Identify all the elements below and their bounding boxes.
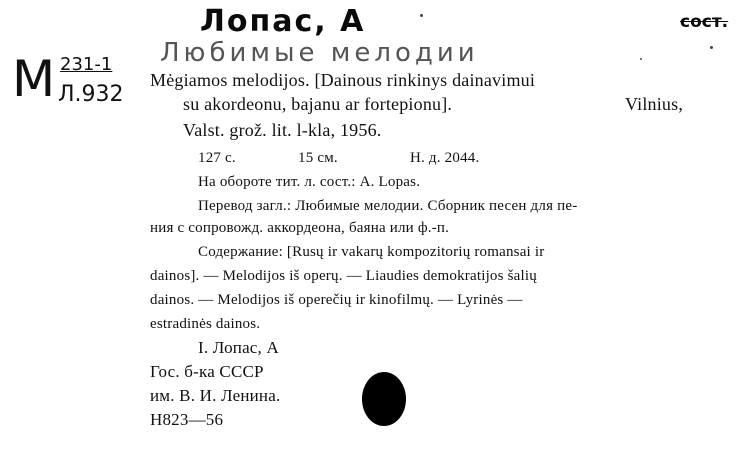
scan-speck — [640, 58, 642, 60]
contents-line-3: dainos. — Melodijos iš operečių ir kinofilmų. — Lyrinės — — [150, 292, 523, 308]
handwritten-title-russian: Любимые мелодии — [160, 38, 479, 68]
contents-line-1: Содержание: [Rusų ir vakarų kompozitorių romansai ir — [198, 244, 545, 260]
translation-line-1: Перевод загл.: Любимые мелодии. Сборник песен для пе- — [198, 198, 578, 214]
title-line-2: su akordeonu, bajanu ar fortepionu]. — [183, 94, 453, 114]
scan-speck — [710, 46, 713, 49]
card-number: Н823—56 — [150, 410, 224, 429]
call-number-letter: М — [12, 50, 56, 108]
price: Н. д. 2044. — [410, 150, 480, 166]
pages: 127 с. — [198, 150, 236, 166]
contents-line-2: dainos]. — Melodijos iš operų. — Liaudies demokratijos šalių — [150, 268, 537, 284]
call-number — [12, 48, 142, 118]
title-line-1: Mėgiamos melodijos. [Dainous rinkinys dainavimui — [150, 70, 536, 90]
size: 15 см. — [298, 150, 338, 166]
call-number-top: 231-1 — [60, 54, 113, 75]
library-line-1: Гос. б-ка СССР — [150, 362, 264, 381]
imprint-line: Valst. grož. lit. l-kla, 1956. — [183, 120, 382, 140]
contents-line-4: estradinės dainos. — [150, 316, 261, 332]
added-entry: I. Лопас, А — [198, 338, 279, 357]
card-punch-hole — [362, 372, 406, 426]
handwritten-compiler-mark: сост. — [680, 12, 729, 32]
verso-note: На обороте тит. л. сост.: А. Lopas. — [198, 174, 421, 190]
translation-line-2: ния с сопровожд. аккордеона, баяна или ф.-п. — [150, 220, 450, 236]
title-line-2-place: Vilnius, — [625, 94, 684, 114]
scan-speck — [420, 14, 423, 17]
call-number-bottom: Л.932 — [58, 82, 124, 107]
handwritten-author: Лопас, А — [200, 4, 366, 39]
library-line-2: им. В. И. Ленина. — [150, 386, 281, 405]
